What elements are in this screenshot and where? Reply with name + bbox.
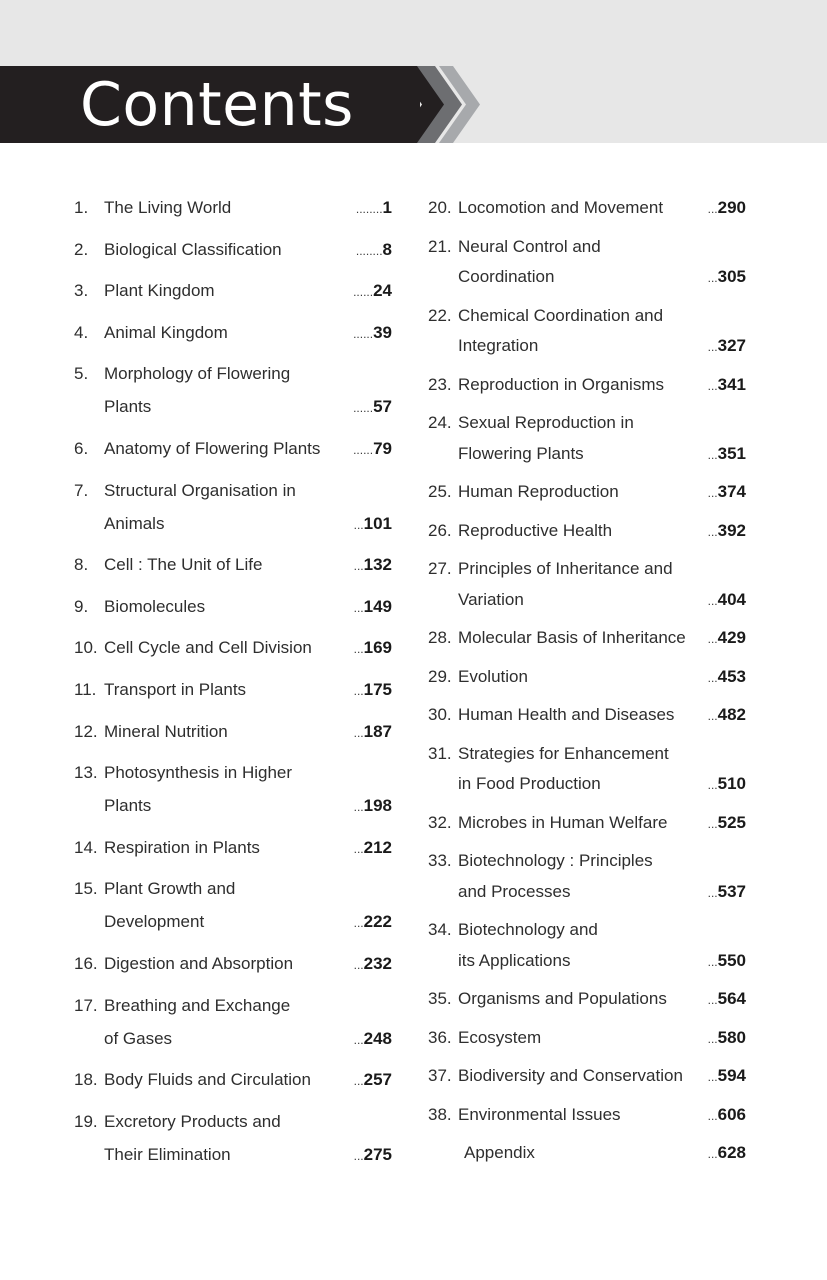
leader-dots: ... [707,670,718,685]
leader-dots: ........ [355,243,383,258]
toc-entry-page [708,628,746,648]
page-number: 169 [363,638,392,658]
toc-entry-page [354,1070,392,1090]
toc-entry-title: Appendix [464,1143,535,1162]
toc-entry-number: 29. [428,666,452,686]
page-number: 305 [717,267,746,286]
toc-entry[interactable] [0,954,405,987]
toc-entry-page [354,796,392,816]
toc-entry-title: Plant Kingdom [104,281,215,301]
toc-entry-number: 36. [428,1027,452,1047]
toc-entry-title: Structural Organisation in [104,480,296,500]
toc-entry-title: Integration [458,336,539,355]
toc-entry[interactable] [0,364,405,430]
toc-entry-number: 1. [74,198,89,217]
toc-entry-number: 2. [74,239,89,259]
toc-entry-page [353,323,392,343]
toc-entry[interactable] [415,813,827,844]
leader-dots: ...... [353,326,374,341]
leader-dots: ... [353,1148,364,1163]
toc-entry-title: Mineral Nutrition [104,721,228,741]
toc-entry-page [708,1028,746,1048]
page-number: 404 [717,589,746,609]
toc-entry-title: Plants [104,796,152,816]
page-number: 57 [373,397,392,417]
toc-entry-title: Biotechnology : Principles [458,851,653,870]
page-title: Contents [80,70,354,140]
toc-entry-title: Locomotion and Movement [458,198,664,217]
toc-entry[interactable] [415,920,827,981]
toc-entry-page [354,555,392,575]
page-number: 628 [717,1143,746,1162]
leader-dots: ... [353,800,364,815]
page-number: 39 [373,322,392,342]
toc-entry[interactable] [0,323,405,356]
leader-dots: ... [707,378,718,393]
toc-entry-page [354,597,392,617]
toc-entry-number: 34. [428,920,452,939]
toc-entry[interactable] [415,628,827,659]
leader-dots: ... [353,600,364,615]
page-number: 392 [717,520,746,540]
toc-entry-number: 28. [428,628,452,647]
toc-entry-page [708,1143,746,1163]
page-number: 24 [373,281,392,301]
toc-entry-page [354,912,392,932]
toc-entry-title: Neural Control and [458,236,601,256]
page-number: 275 [363,1144,392,1164]
page-number: 1 [382,198,392,217]
page-number: 351 [717,443,746,463]
leader-dots: ...... [353,443,374,457]
toc-entry[interactable] [415,521,827,552]
toc-entry-title: of Gases [104,1028,173,1048]
toc-entry-title: Human Health and Diseases [458,705,675,724]
toc-entry-page [708,198,746,218]
toc-entry-page [708,444,746,464]
page-number: 149 [363,596,392,616]
toc-entry-page [354,838,392,858]
toc-entry-title: Flowering Plants [458,443,584,463]
toc-entry[interactable] [0,879,405,945]
toc-entry[interactable] [415,667,827,698]
toc-entry-page [708,813,746,833]
toc-entry-title: Organisms and Populations [458,989,667,1008]
toc-entry-title: Chemical Coordination and [458,305,664,325]
toc-entry-number: 26. [428,520,452,540]
toc-entry-title: Anatomy of Flowering Plants [104,439,321,458]
toc-entry[interactable] [415,989,827,1020]
leader-dots: ... [353,1032,364,1047]
leader-dots: ... [707,816,718,831]
leader-dots: ... [707,1031,718,1046]
toc-entry-number: 9. [74,596,89,616]
toc-entry-title: Reproduction in Organisms [458,374,664,394]
toc-entry-page [354,1029,392,1049]
toc-entry-title: Environmental Issues [458,1104,621,1124]
leader-dots: ... [353,517,364,532]
leader-dots: ... [707,524,718,539]
toc-entry-title: Development [104,912,205,932]
toc-entry-title: Body Fluids and Circulation [104,1070,311,1090]
toc-entry-title: Sexual Reproduction in [458,413,634,432]
page-number: 482 [717,705,746,724]
toc-entry-title: The Living World [104,198,232,217]
toc-entry-title: in Food Production [458,774,601,793]
toc-entry[interactable] [0,996,405,1062]
toc-entry-title: Their Elimination [104,1144,231,1164]
toc-entry-title: Biomolecules [104,596,206,616]
toc-entry[interactable] [415,413,827,474]
toc-entry-number: 13. [74,763,98,783]
chevron-arrows-icon [395,66,485,143]
leader-dots: ... [707,486,718,500]
leader-dots: ... [707,447,718,462]
toc-entry[interactable] [415,306,827,367]
toc-entry-page [708,705,746,725]
leader-dots: ... [707,271,718,285]
leader-dots: ... [707,340,718,354]
toc-entry-page [708,267,746,287]
toc-entry-title: Ecosystem [458,1027,542,1047]
toc-entry-page [356,198,392,218]
toc-entry[interactable] [0,439,405,472]
leader-dots: ... [353,1074,364,1089]
toc-entry[interactable] [415,482,827,513]
toc-entry-title: Reproductive Health [458,520,613,540]
toc-entry-page [353,439,392,459]
page-number: 606 [717,1104,746,1124]
toc-entry[interactable] [415,851,827,912]
page-number: 212 [363,837,392,857]
toc-entry[interactable] [415,559,827,620]
toc-entry-number: 10. [74,638,98,658]
toc-entry-page [708,336,746,356]
toc-entry-title: its Applications [458,950,571,970]
toc-entry-page [353,281,392,301]
toc-entry[interactable] [415,1143,827,1174]
page-number: 525 [717,812,746,832]
leader-dots: ... [353,642,364,657]
toc-entry-page [708,1105,746,1125]
page-number: 537 [717,881,746,901]
leader-dots: ... [353,916,364,931]
toc-entry-title: Strategies for Enhancement [458,743,669,763]
leader-dots: ...... [353,285,374,300]
toc-entry-page [354,954,392,974]
toc-entry-page [708,521,746,541]
toc-entry-page [354,638,392,658]
leader-dots: ... [707,709,718,723]
page-number: 8 [382,239,392,259]
toc-entry-number: 31. [428,743,452,763]
toc-entry-title: and Processes [458,881,571,901]
toc-entry-title: Principles of Inheritance and [458,559,673,578]
toc-entry-page [354,722,392,742]
toc-entry-number: 6. [74,439,89,458]
toc-entry-page [708,667,746,687]
leader-dots: ... [353,559,364,574]
page-number: 198 [363,796,392,816]
toc-entry-title: Plants [104,397,152,417]
toc-entry[interactable] [0,240,405,273]
page-number: 374 [717,482,746,501]
leader-dots: ... [707,993,718,1007]
toc-entry-title: Breathing and Exchange [104,995,291,1015]
page-number: 594 [717,1066,746,1085]
toc-entry-page [354,514,392,534]
leader-dots: ... [707,1070,718,1084]
leader-dots: ... [353,684,364,698]
toc-entry[interactable] [0,763,405,829]
leader-dots: ... [707,1108,718,1123]
toc-entry[interactable] [0,838,405,871]
toc-entry-number: 24. [428,413,452,432]
toc-entry-title: Coordination [458,267,555,286]
toc-entry[interactable] [0,722,405,755]
toc-entry-number: 32. [428,812,452,832]
toc-entry-number: 20. [428,198,452,217]
toc-entry-page [708,951,746,971]
toc-entry-number: 21. [428,236,452,256]
toc-entry-title: Animal Kingdom [104,322,228,342]
toc-entry-number: 27. [428,559,452,578]
page-header-band [0,0,827,66]
toc-entry-title: Human Reproduction [458,482,619,501]
leader-dots: ... [353,841,364,856]
toc-entry[interactable] [415,744,827,805]
toc-entry-number: 16. [74,954,98,973]
toc-entry[interactable] [415,375,827,406]
page-number: 101 [363,513,392,533]
toc-entry-number: 30. [428,705,452,724]
title-banner [0,66,827,143]
page-number: 453 [717,666,746,686]
page-number: 257 [363,1070,392,1090]
toc-entry-page [356,240,392,260]
page-number: 187 [363,721,392,741]
toc-entry[interactable] [415,1105,827,1136]
toc-entry-page [708,882,746,902]
toc-entry[interactable] [415,705,827,736]
toc-entry-number: 12. [74,721,98,741]
toc-entry-number: 5. [74,364,89,384]
leader-dots: ... [707,778,718,792]
toc-entry-number: 37. [428,1066,452,1085]
toc-entry-title: Animals [104,513,165,533]
toc-entry-title: Digestion and Absorption [104,954,294,973]
toc-entry[interactable] [415,198,827,229]
page-number: 341 [717,374,746,394]
toc-entry-number: 17. [74,995,98,1015]
toc-entry-page [708,375,746,395]
page-number: 132 [363,555,392,575]
toc-entry-number: 11. [74,680,97,699]
toc-entry-title: Cell : The Unit of Life [104,555,263,575]
page-number: 580 [717,1027,746,1047]
leader-dots: ... [707,593,718,608]
toc-entry-number: 22. [428,305,452,325]
toc-entry-title: Plant Growth and [104,879,236,899]
page-number: 175 [363,680,392,699]
page-number: 232 [363,954,392,973]
toc-entry-title: Molecular Basis of Inheritance [458,628,686,647]
toc-entry-number: 23. [428,374,452,394]
page-number: 550 [717,950,746,970]
toc-entry[interactable] [0,198,405,231]
toc-entry-title: Biological Classification [104,239,282,259]
page-number: 248 [363,1028,392,1048]
page-number: 222 [363,912,392,932]
toc-entry-number: 3. [74,281,89,301]
page-number: 429 [717,628,746,647]
toc-entry[interactable] [0,281,405,314]
toc-entry-number: 19. [74,1111,98,1131]
toc-entry-page [708,989,746,1009]
toc-entry-title: Biodiversity and Conservation [458,1066,683,1085]
toc-entry-number: 25. [428,482,452,501]
page-number: 327 [717,336,746,355]
toc-entry-title: Morphology of Flowering [104,364,291,384]
toc-entry-number: 35. [428,989,452,1008]
toc-entry-title: Microbes in Human Welfare [458,812,668,832]
toc-entry-number: 15. [74,879,98,899]
leader-dots: ........ [355,202,383,216]
toc-entry-page [708,482,746,502]
toc-entry[interactable] [415,1028,827,1059]
leader-dots: ... [353,958,364,972]
toc-entry-title: Evolution [458,666,528,686]
leader-dots: ...... [353,401,374,416]
leader-dots: ... [353,725,364,740]
toc-entry-number: 8. [74,555,89,575]
toc-entry-page [354,680,392,700]
toc-entry-number: 4. [74,322,89,342]
toc-entry-page [354,1145,392,1165]
toc-entry[interactable] [0,1112,405,1178]
toc-entry-number: 14. [74,837,98,857]
toc-entry-page [353,397,392,417]
toc-entry-page [708,1066,746,1086]
toc-entry[interactable] [415,237,827,298]
toc-entry-title: Excretory Products and [104,1111,281,1131]
page-number: 564 [717,989,746,1008]
toc-entry-title: Transport in Plants [104,680,247,699]
leader-dots: ... [707,202,718,216]
leader-dots: ... [707,885,718,900]
toc-entry-title: Cell Cycle and Cell Division [104,638,312,658]
toc-entry-title: Photosynthesis in Higher [104,763,293,783]
leader-dots: ... [707,1147,718,1161]
toc-entry[interactable] [0,555,405,588]
leader-dots: ... [707,954,718,969]
page-number: 290 [717,198,746,217]
toc-entry-page [708,590,746,610]
toc-entry-page [708,774,746,794]
page-number: 510 [717,774,746,793]
toc-entry-title: Variation [458,589,524,609]
toc-entry-number: 18. [74,1070,98,1090]
toc-entry[interactable] [415,1066,827,1097]
toc-entry-number: 33. [428,851,452,870]
leader-dots: ... [707,632,718,646]
toc-entry-number: 7. [74,480,89,500]
toc-entry[interactable] [0,638,405,671]
page-number: 79 [373,439,392,458]
toc-entry[interactable] [0,597,405,630]
toc-entry[interactable] [0,1070,405,1103]
toc-entry[interactable] [0,481,405,547]
toc-entry[interactable] [0,680,405,713]
toc-entry-title: Respiration in Plants [104,837,260,857]
toc-entry-title: Biotechnology and [458,920,598,939]
toc-entry-number: 38. [428,1104,452,1124]
